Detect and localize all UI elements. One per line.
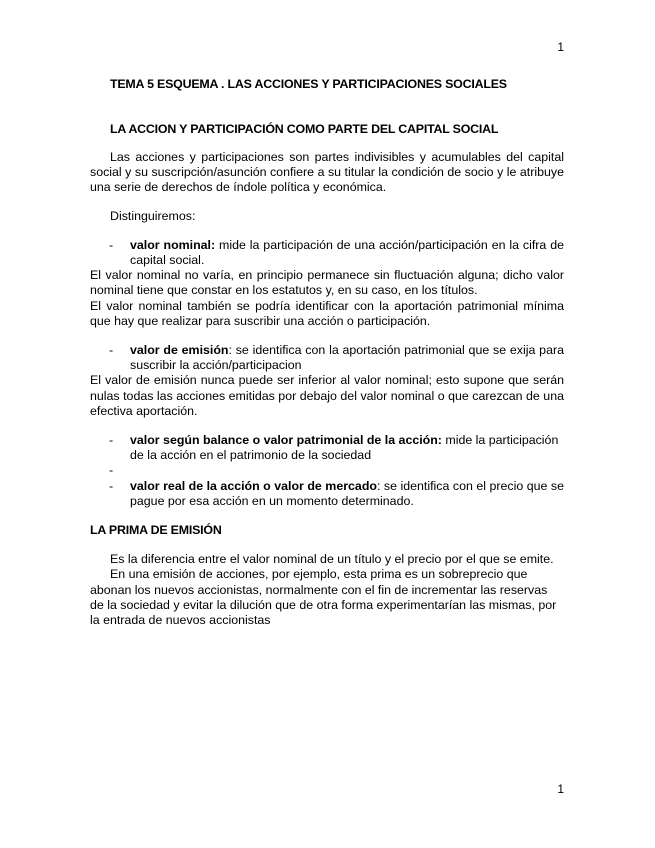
list-dash: - <box>109 433 114 448</box>
list-item-valor-emision <box>90 343 564 373</box>
term-valor-nominal: valor nominal: <box>130 237 216 252</box>
list-dash: - <box>109 237 114 252</box>
list-item-valor-balance <box>90 433 564 463</box>
prima-paragraph-2: En una emisión de acciones, por ejemplo, esta prima es un sobreprecio que abonan los nuevos accionistas, normalmente con el fin de incrementar las reservas de la sociedad y evitar la dilución que de otra forma experimentarían las mismas, por la entrada de nuevos accionistas <box>90 567 557 628</box>
section-heading-capital-social: LA ACCION Y PARTICIPACIÓN COMO PARTE DEL CAPITAL SOCIAL <box>110 122 499 136</box>
document-title: TEMA 5 ESQUEMA . LAS ACCIONES Y PARTICIPACIONES SOCIALES <box>110 77 507 91</box>
page-number-bottom: 1 <box>557 782 564 796</box>
section-heading-prima-emision: LA PRIMA DE EMISIÓN <box>90 523 222 538</box>
page-number-top: 1 <box>557 40 564 54</box>
list-dash: - <box>109 478 114 493</box>
list-item-empty <box>90 463 564 478</box>
desc-valor-emision: : se identifica con la aportación patrimonial que se exija para suscribir la acción/participacion <box>130 343 564 373</box>
list-dash: - <box>109 463 114 478</box>
note-nominal-aportacion: El valor nominal también se podría identificar con la aportación patrimonial mínima que hay que realizar para suscribir una acción o participación. <box>90 298 564 328</box>
list-item-valor-nominal <box>90 238 564 268</box>
distinguish-label: Distinguiremos: <box>110 208 196 223</box>
desc-valor-nominal: mide la participación de una acción/participación en la cifra de capital social. <box>130 237 564 268</box>
list-item-valor-mercado <box>90 479 564 509</box>
term-valor-emision: valor de emisión <box>130 343 229 358</box>
intro-paragraph: Las acciones y participaciones son partes indivisibles y acumulables del capital social y su suscripción/asunción confiere a su titular la condición de socio y le atribuye una serie de derechos de índole política y económica. <box>90 150 564 195</box>
list-dash: - <box>109 343 114 358</box>
desc-valor-mercado: : se identifica con el precio que se pague por esa acción en un momento determinado. <box>130 478 564 508</box>
note-emision: El valor de emisión nunca puede ser inferior al valor nominal; esto supone que serán nulas todas las acciones emitidas por debajo del valor nominal o que carezcan de una efectiva aportación. <box>90 373 564 418</box>
section-capital-social-body <box>90 150 564 628</box>
note-nominal-no-varia: El valor nominal no varía, en principio permanece sin fluctuación alguna; dicho valor nominal tiene que constar en los estatutos y, en su caso, en los títulos. <box>90 268 564 298</box>
desc-valor-balance: mide la participación de la acción en el patrimonio de la sociedad <box>130 433 559 463</box>
term-valor-balance: valor según balance o valor patrimonial de la acción: <box>130 433 442 448</box>
term-valor-mercado: valor real de la acción o valor de mercado <box>130 478 377 493</box>
prima-paragraph-1: Es la diferencia entre el valor nominal de un título y el precio por el que se emite. <box>110 552 554 567</box>
